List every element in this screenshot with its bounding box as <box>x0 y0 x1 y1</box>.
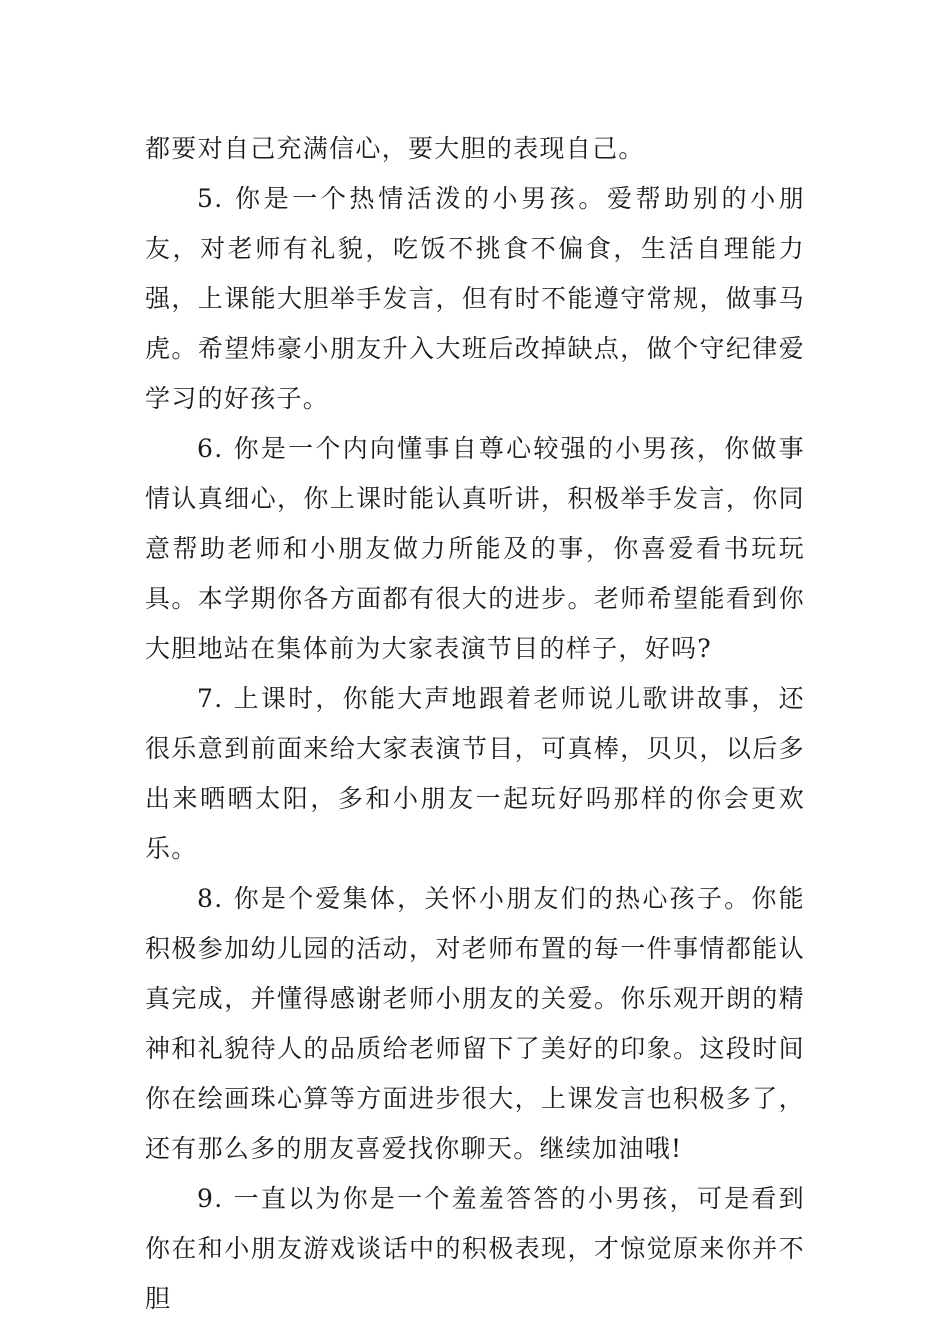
paragraph-5: 5. 你是一个热情活泼的小男孩。爱帮助别的小朋友，对老师有礼貌，吃饭不挑食不偏食，生活自理能力强，上课能大胆举手发言，但有时不能遵守常规，做事马虎。希望炜豪小朋友升入大班后改掉缺点，做个守纪律爱学习的好孩子。 <box>145 184 805 413</box>
paragraph-7: 7. 上课时，你能大声地跟着老师说儿歌讲故事，还很乐意到前面来给大家表演节目，可真棒，贝贝，以后多出来晒晒太阳，多和小朋友一起玩好吗那样的你会更欢乐。 <box>145 684 805 863</box>
paragraph-continued: 都要对自己充满信心，要大胆的表现自己。 <box>145 134 645 163</box>
paragraph-8: 8. 你是个爱集体，关怀小朋友们的热心孩子。你能积极参加幼儿园的活动，对老师布置的每一件事情都能认真完成，并懂得感谢老师小朋友的关爱。你乐观开朗的精神和礼貌待人的品质给老师留下了美好的印象。这段时间你在绘画珠心算等方面进步很大，上课发言也积极多了，还有那么多的朋友喜爱找你聊天。继续加油哦! <box>145 884 805 1163</box>
document-body <box>145 124 805 1324</box>
paragraph-6: 6. 你是一个内向懂事自尊心较强的小男孩，你做事情认真细心，你上课时能认真听讲，积极举手发言，你同意帮助老师和小朋友做力所能及的事，你喜爱看书玩玩具。本学期你各方面都有很大的进步。老师希望能看到你大胆地站在集体前为大家表演节目的样子，好吗? <box>145 434 805 663</box>
paragraph-9: 9. 一直以为你是一个羞羞答答的小男孩，可是看到你在和小朋友游戏谈话中的积极表现，才惊觉原来你并不胆 <box>145 1184 805 1313</box>
